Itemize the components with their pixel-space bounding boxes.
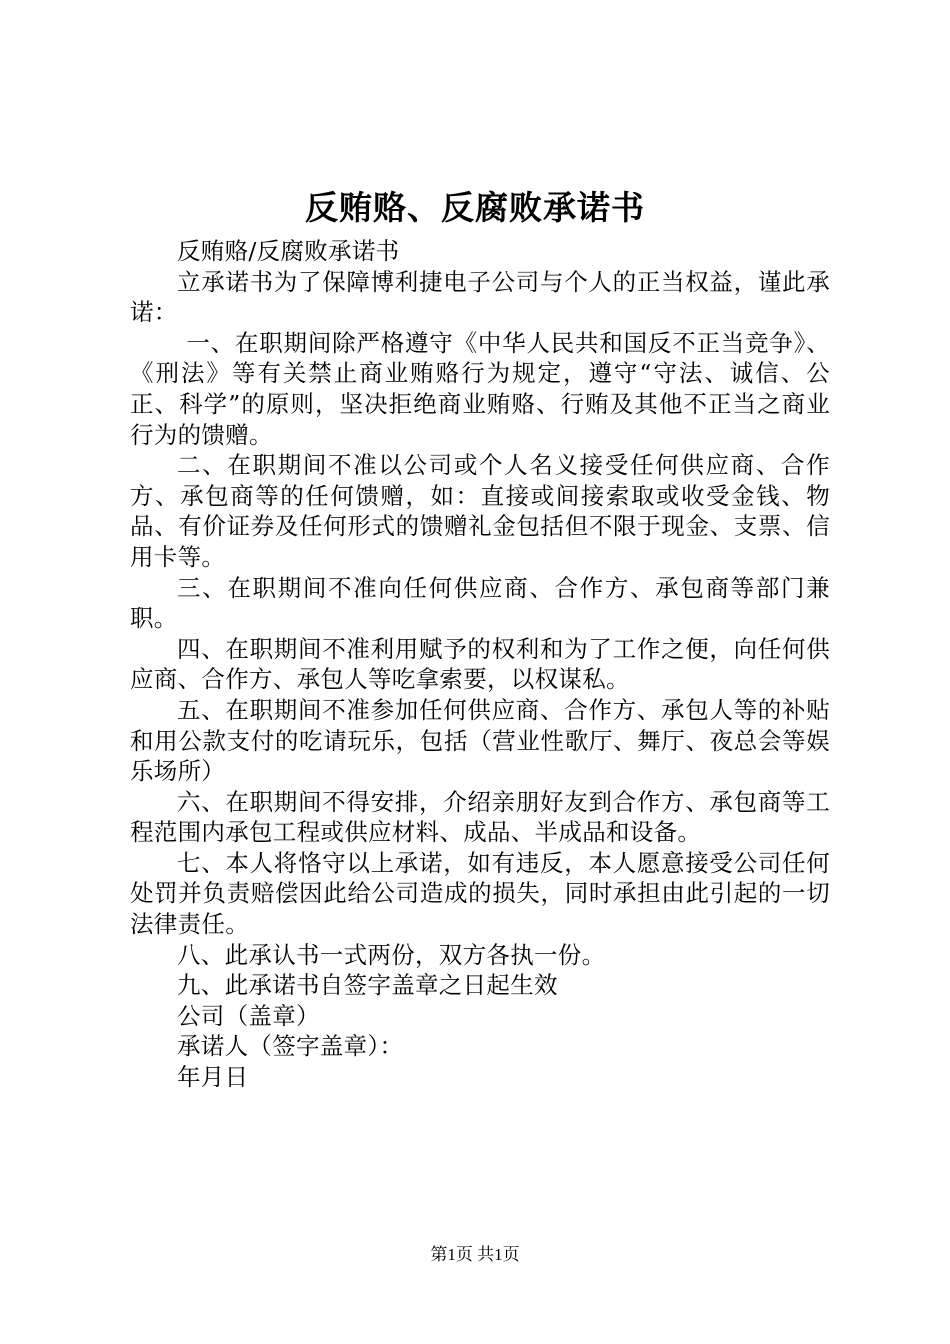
document-subtitle: 反贿赂/反腐败承诺书 [177, 237, 400, 265]
paragraph-clause-3: 三、在职期间不准向任何供应商、合作方、承包商等部门兼职。 [130, 573, 830, 633]
document-body [130, 236, 830, 1093]
paragraph-intro: 立承诺书为了保障博利捷电子公司与个人的正当权益，谨此承诺： [130, 267, 830, 327]
paragraph-clause-9: 九、此承诺书自签字盖章之日起生效 [177, 971, 558, 1000]
paragraph-clause-2: 二、在职期间不准以公司或个人名义接受任何供应商、合作方、承包商等的任何馈赠，如：直接或间接索取或收受金钱、物品、有价证券及任何形式的馈赠礼金包括但不限于现金、支票、信用卡等。 [130, 451, 830, 571]
signer-line: 承诺人（签字盖章）： [177, 1032, 404, 1061]
paragraph-clause-5: 五、在职期间不准参加任何供应商、合作方、承包人等的补贴和用公款支付的吃请玩乐，包括（营业性歌厅、舞厅、夜总会等娱乐场所） [130, 695, 830, 786]
paragraph-clause-1: 一、在职期间除严格遵守《中华人民共和国反不正当竞争》、《刑法》等有关禁止商业贿赂行为规定，遵守“守法、诚信、公正、科学”的原则，坚决拒绝商业贿赂、行贿及其他不正当之商业行为的馈赠。 [130, 328, 830, 449]
page-number: 第1页 共1页 [430, 1245, 520, 1264]
paragraph-clause-7: 七、本人将恪守以上承诺，如有违反，本人愿意接受公司任何处罚并负责赔偿因此给公司造成的损失，同时承担由此引起的一切法律责任。 [130, 848, 830, 939]
date-line: 年月日 [177, 1063, 249, 1092]
paragraph-clause-6: 六、在职期间不得安排，介绍亲朋好友到合作方、承包商等工程范围内承包工程或供应材料、成品、半成品和设备。 [130, 787, 830, 847]
paragraph-clause-8: 八、此承认书一式两份，双方各执一份。 [177, 940, 606, 969]
company-seal-line: 公司（盖章） [177, 1001, 320, 1030]
paragraph-clause-4: 四、在职期间不准利用赋予的权利和为了工作之便，向任何供应商、合作方、承包人等吃拿索要，以权谋私。 [130, 634, 830, 694]
document-title: 反贿赂、反腐败承诺书 [305, 188, 645, 227]
